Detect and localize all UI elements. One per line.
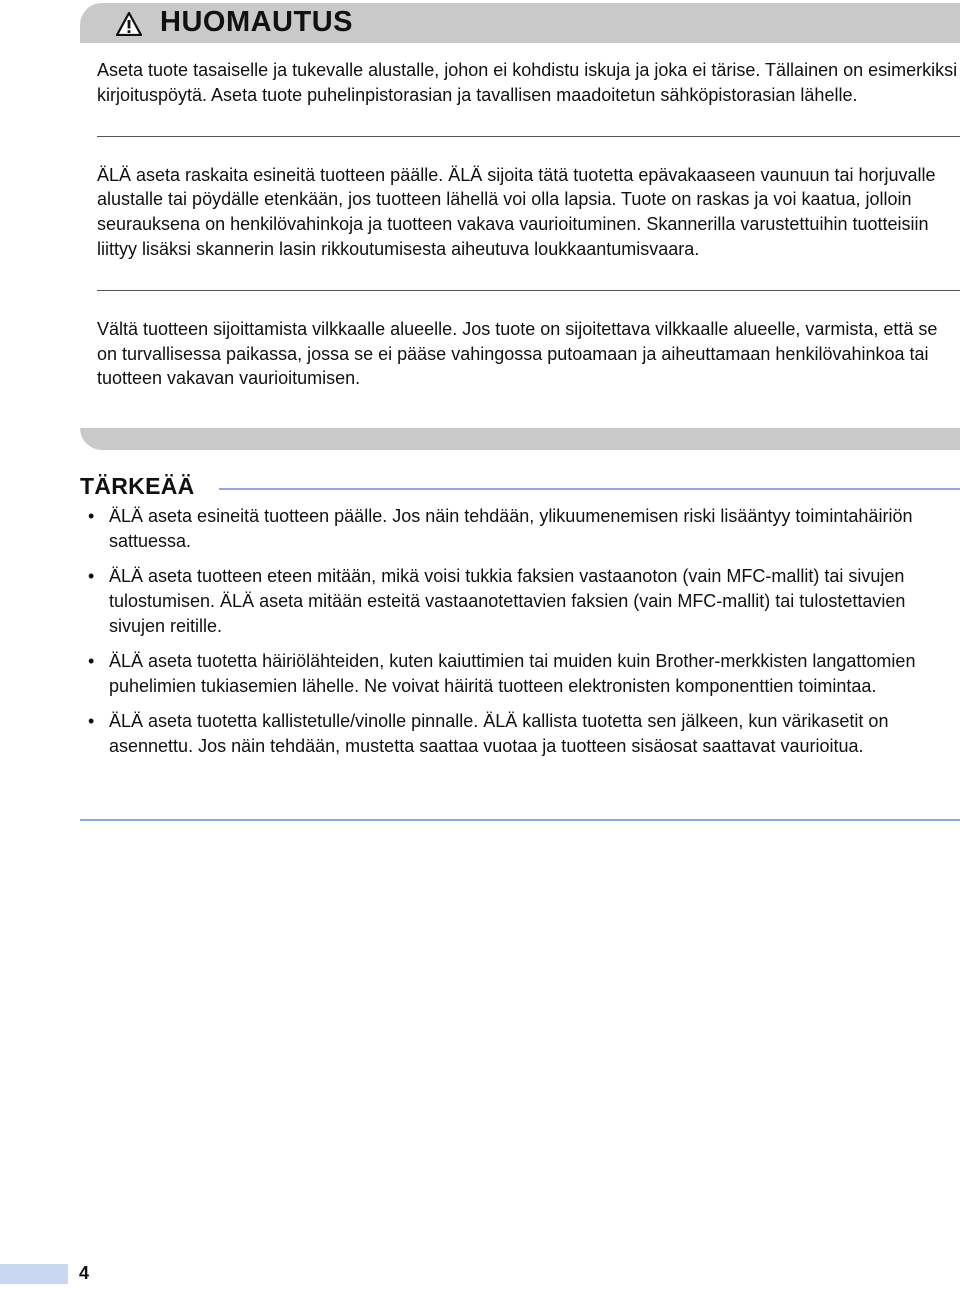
- page-tab: [0, 1264, 68, 1284]
- caution-header: [80, 3, 960, 43]
- list-item: [88, 649, 960, 699]
- caution-box: [80, 0, 960, 450]
- list-item-text: ÄLÄ aseta esineitä tuotteen päälle. Jos näin tehdään, ylikuumenemisen riski lisääntyy toimintahäiriön sattuessa.: [109, 506, 913, 551]
- important-title: TÄRKEÄÄ: [80, 473, 195, 499]
- important-header-rule: [219, 488, 960, 490]
- list-item-text: ÄLÄ aseta tuotetta kallistetulle/vinolle pinnalle. ÄLÄ kallista tuotetta sen jälkeen, kun värikasetit on asennettu. Jos näin tehdään, mustetta saattaa vuotaa ja tuotteen sisäosat saattavat vaurioitua.: [109, 711, 889, 756]
- bullet: •: [88, 506, 95, 526]
- divider: [97, 290, 960, 291]
- caution-footer-bar: [80, 428, 960, 450]
- important-header: [80, 473, 960, 505]
- page-number: 4: [79, 1263, 90, 1283]
- bullet: •: [88, 651, 95, 671]
- list-item-text: ÄLÄ aseta tuotetta häiriölähteiden, kuten kaiuttimien tai muiden kuin Brother-merkkisten langattomien puhelimien tukiasemien lähelle. Ne voivat häiritä tuotteen elektronisten komponenttien toimintaa.: [109, 651, 916, 696]
- caution-paragraph: Vältä tuotteen sijoittamista vilkkaalle alueelle. Jos tuote on sijoitettava vilkkaalle alueelle, varmista, että se on turvallisessa paikassa, jossa se ei pääse vahingossa putoamaan ja aiheuttamaan henkilövahinkoa tai tuotteen vakavan vaurioitumisen.: [97, 318, 938, 389]
- list-item-text: ÄLÄ aseta tuotteen eteen mitään, mikä voisi tukkia faksien vastaanoton (vain MFC-mallit) tai sivujen tulostumisen. ÄLÄ aseta mitään esteitä vastaanotettavien faksien (vain MFC-mallit) tai tulostettavien sivujen reitille.: [109, 566, 906, 636]
- warning-triangle-icon: [116, 12, 142, 36]
- bullet: •: [88, 711, 95, 731]
- list-item: [88, 564, 960, 639]
- list-item: [88, 709, 960, 759]
- divider: [97, 136, 960, 137]
- important-list: [88, 504, 960, 769]
- caution-title: HUOMAUTUS: [160, 6, 353, 38]
- important-bottom-rule: [80, 819, 960, 821]
- list-item: [88, 504, 960, 554]
- caution-paragraph: Aseta tuote tasaiselle ja tukevalle alustalle, johon ei kohdistu iskuja ja joka ei tärise. Tällainen on esimerkiksi kirjoituspöytä. Aseta tuote puhelinpistorasian ja tavallisen maadoitetun sähköpistorasian lähelle.: [97, 60, 958, 105]
- caution-paragraph: ÄLÄ aseta raskaita esineitä tuotteen päälle. ÄLÄ sijoita tätä tuotetta epävakaaseen vaunuun tai horjuvalle alustalle tai pöydälle etenkään, jos tuotteen lähellä voi olla lapsia. Tuote on raskas ja voi kaatua, jolloin seurauksena on henkilövahinkoja ja tuotteen vakava vaurioituminen. Skannerilla varustettuihin tuotteisiin liittyy lisäksi skannerin lasin rikkoutumisesta aiheutuva loukkaantumisvaara.: [97, 164, 936, 259]
- important-section: [80, 473, 960, 756]
- bullet: •: [88, 566, 95, 586]
- caution-body: [97, 58, 959, 391]
